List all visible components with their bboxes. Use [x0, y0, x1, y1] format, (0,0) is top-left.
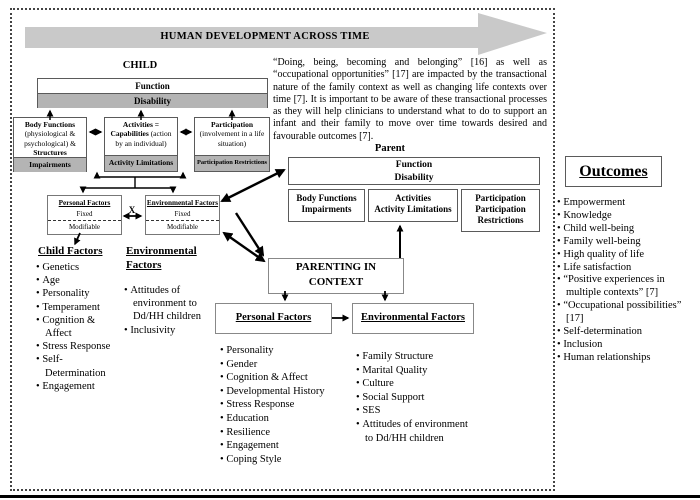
- child-environmental-modifiable-label: Modifiable: [146, 220, 219, 233]
- parent-activities-box: Activities Activity Limitations: [368, 189, 458, 222]
- list-item: • Stress Response: [220, 398, 332, 412]
- parent-environmental-factors-list: [356, 350, 472, 445]
- child-activity-limitations-row: Activity Limitations: [105, 155, 177, 171]
- list-item: • Self-determination: [557, 326, 698, 339]
- transactional-paragraph: “Doing, being, becoming and belonging” [16] as well as “occupational opportunities” [17] are impacted by the transactional nature of the family context as well as changing life contexts over time [7]. It is important to be aware of these transactional processes as they will help clinicians to understand what to do to support an infant and their family to move over time towards desired and favourable outcomes [7].: [273, 57, 547, 142]
- child-personal-factors-box: [47, 195, 122, 235]
- list-item: • Child well-being: [557, 223, 698, 236]
- parent-participation-box: Participation Participation Restrictions: [461, 189, 540, 232]
- child-impairments-row: Impairments: [14, 157, 86, 172]
- child-personal-modifiable-label: Modifiable: [48, 220, 121, 233]
- child-environmental-factors-title: Environmental Factors: [146, 199, 219, 207]
- list-item: • Family Structure: [356, 350, 472, 364]
- parent-section-label: Parent: [374, 143, 406, 154]
- child-activities-text: Activities = Capabilities (action by an individual): [110, 120, 172, 148]
- list-item: • Engagement: [36, 380, 114, 393]
- list-item: • Social Support: [356, 391, 472, 405]
- list-item: • Developmental History: [220, 385, 332, 399]
- child-function-row: Function: [135, 81, 170, 91]
- child-section-label: CHILD: [122, 60, 158, 71]
- list-item: • Inclusivity: [124, 324, 218, 337]
- timeline-banner-title: HUMAN DEVELOPMENT ACROSS TIME: [160, 31, 370, 42]
- list-item: • Self-Determination: [36, 353, 114, 379]
- outcomes-heading: Outcomes: [579, 163, 648, 180]
- child-factors-heading: Child Factors: [38, 245, 103, 257]
- parent-personal-factors-list: [220, 344, 332, 466]
- timeline-arrow-shape: [0, 0, 560, 60]
- list-item: • High quality of life: [557, 249, 698, 262]
- list-item: • Age: [36, 274, 114, 287]
- child-participation-restrictions-row: Participation Restrictions: [195, 155, 269, 171]
- outcomes-box: [565, 156, 662, 187]
- child-environmental-fixed-label: Fixed: [174, 210, 191, 218]
- list-item: • Attitudes of environment to Dd/HH children: [124, 284, 218, 324]
- child-disability-row: Disability: [38, 93, 267, 108]
- list-item: • Education: [220, 412, 332, 426]
- child-function-disability-box: [37, 78, 268, 108]
- parent-disability-label: Disability: [394, 173, 434, 183]
- list-item: • Temperament: [36, 301, 114, 314]
- list-item: • Engagement: [220, 439, 332, 453]
- parent-function-disability-box: [288, 157, 540, 185]
- list-item: • Attitudes of environment to Dd/HH children: [356, 418, 472, 445]
- child-body-functions-box: [13, 117, 87, 172]
- child-body-functions-text: Body Functions (physiological & psychological) & Structures: [24, 120, 76, 157]
- child-personal-factors-title: Personal Factors: [58, 199, 111, 207]
- list-item: • SES: [356, 404, 472, 418]
- outcomes-list: [557, 197, 698, 365]
- list-item: • Family well-being: [557, 236, 698, 249]
- list-item: • Stress Response: [36, 340, 114, 353]
- list-item: • Knowledge: [557, 210, 698, 223]
- environmental-factors-child-list: [124, 284, 218, 337]
- child-environmental-factors-box: [145, 195, 220, 235]
- child-factors-list: [36, 261, 114, 393]
- list-item: • Marital Quality: [356, 364, 472, 378]
- child-personal-fixed-label: Fixed: [76, 210, 93, 218]
- list-item: • Cognition & Affect: [36, 314, 114, 340]
- list-item: • Genetics: [36, 261, 114, 274]
- parent-environmental-factors-box: Environmental Factors: [352, 303, 474, 334]
- list-item: • Gender: [220, 358, 332, 372]
- parenting-in-context-box: PARENTING IN CONTEXT: [268, 258, 404, 294]
- list-item: • Resilience: [220, 426, 332, 440]
- list-item: • Inclusion: [557, 339, 698, 352]
- list-item: • Cognition & Affect: [220, 371, 332, 385]
- list-item: • Empowerment: [557, 197, 698, 210]
- parent-personal-factors-box: Personal Factors: [215, 303, 332, 334]
- environmental-factors-child-heading: Environmental Factors: [126, 245, 197, 271]
- list-item: • Coping Style: [220, 453, 332, 467]
- bottom-rule: [0, 495, 700, 498]
- parent-function-label: Function: [395, 160, 433, 170]
- list-item: • “Positive experiences in multiple contexts” [7]: [557, 274, 698, 300]
- list-item: • “Occupational possibilities” [17]: [557, 300, 698, 326]
- child-activities-box: [104, 117, 178, 172]
- child-participation-text: Participation (involvement in a life situation): [199, 120, 265, 148]
- parent-body-functions-box: Body Functions Impairments: [288, 189, 365, 222]
- list-item: • Personality: [36, 287, 114, 300]
- list-item: • Human relationships: [557, 352, 698, 365]
- list-item: • Culture: [356, 377, 472, 391]
- interaction-x-label: X: [128, 205, 136, 215]
- child-participation-box: [194, 117, 270, 172]
- list-item: • Personality: [220, 344, 332, 358]
- list-item: • Life satisfaction: [557, 262, 698, 275]
